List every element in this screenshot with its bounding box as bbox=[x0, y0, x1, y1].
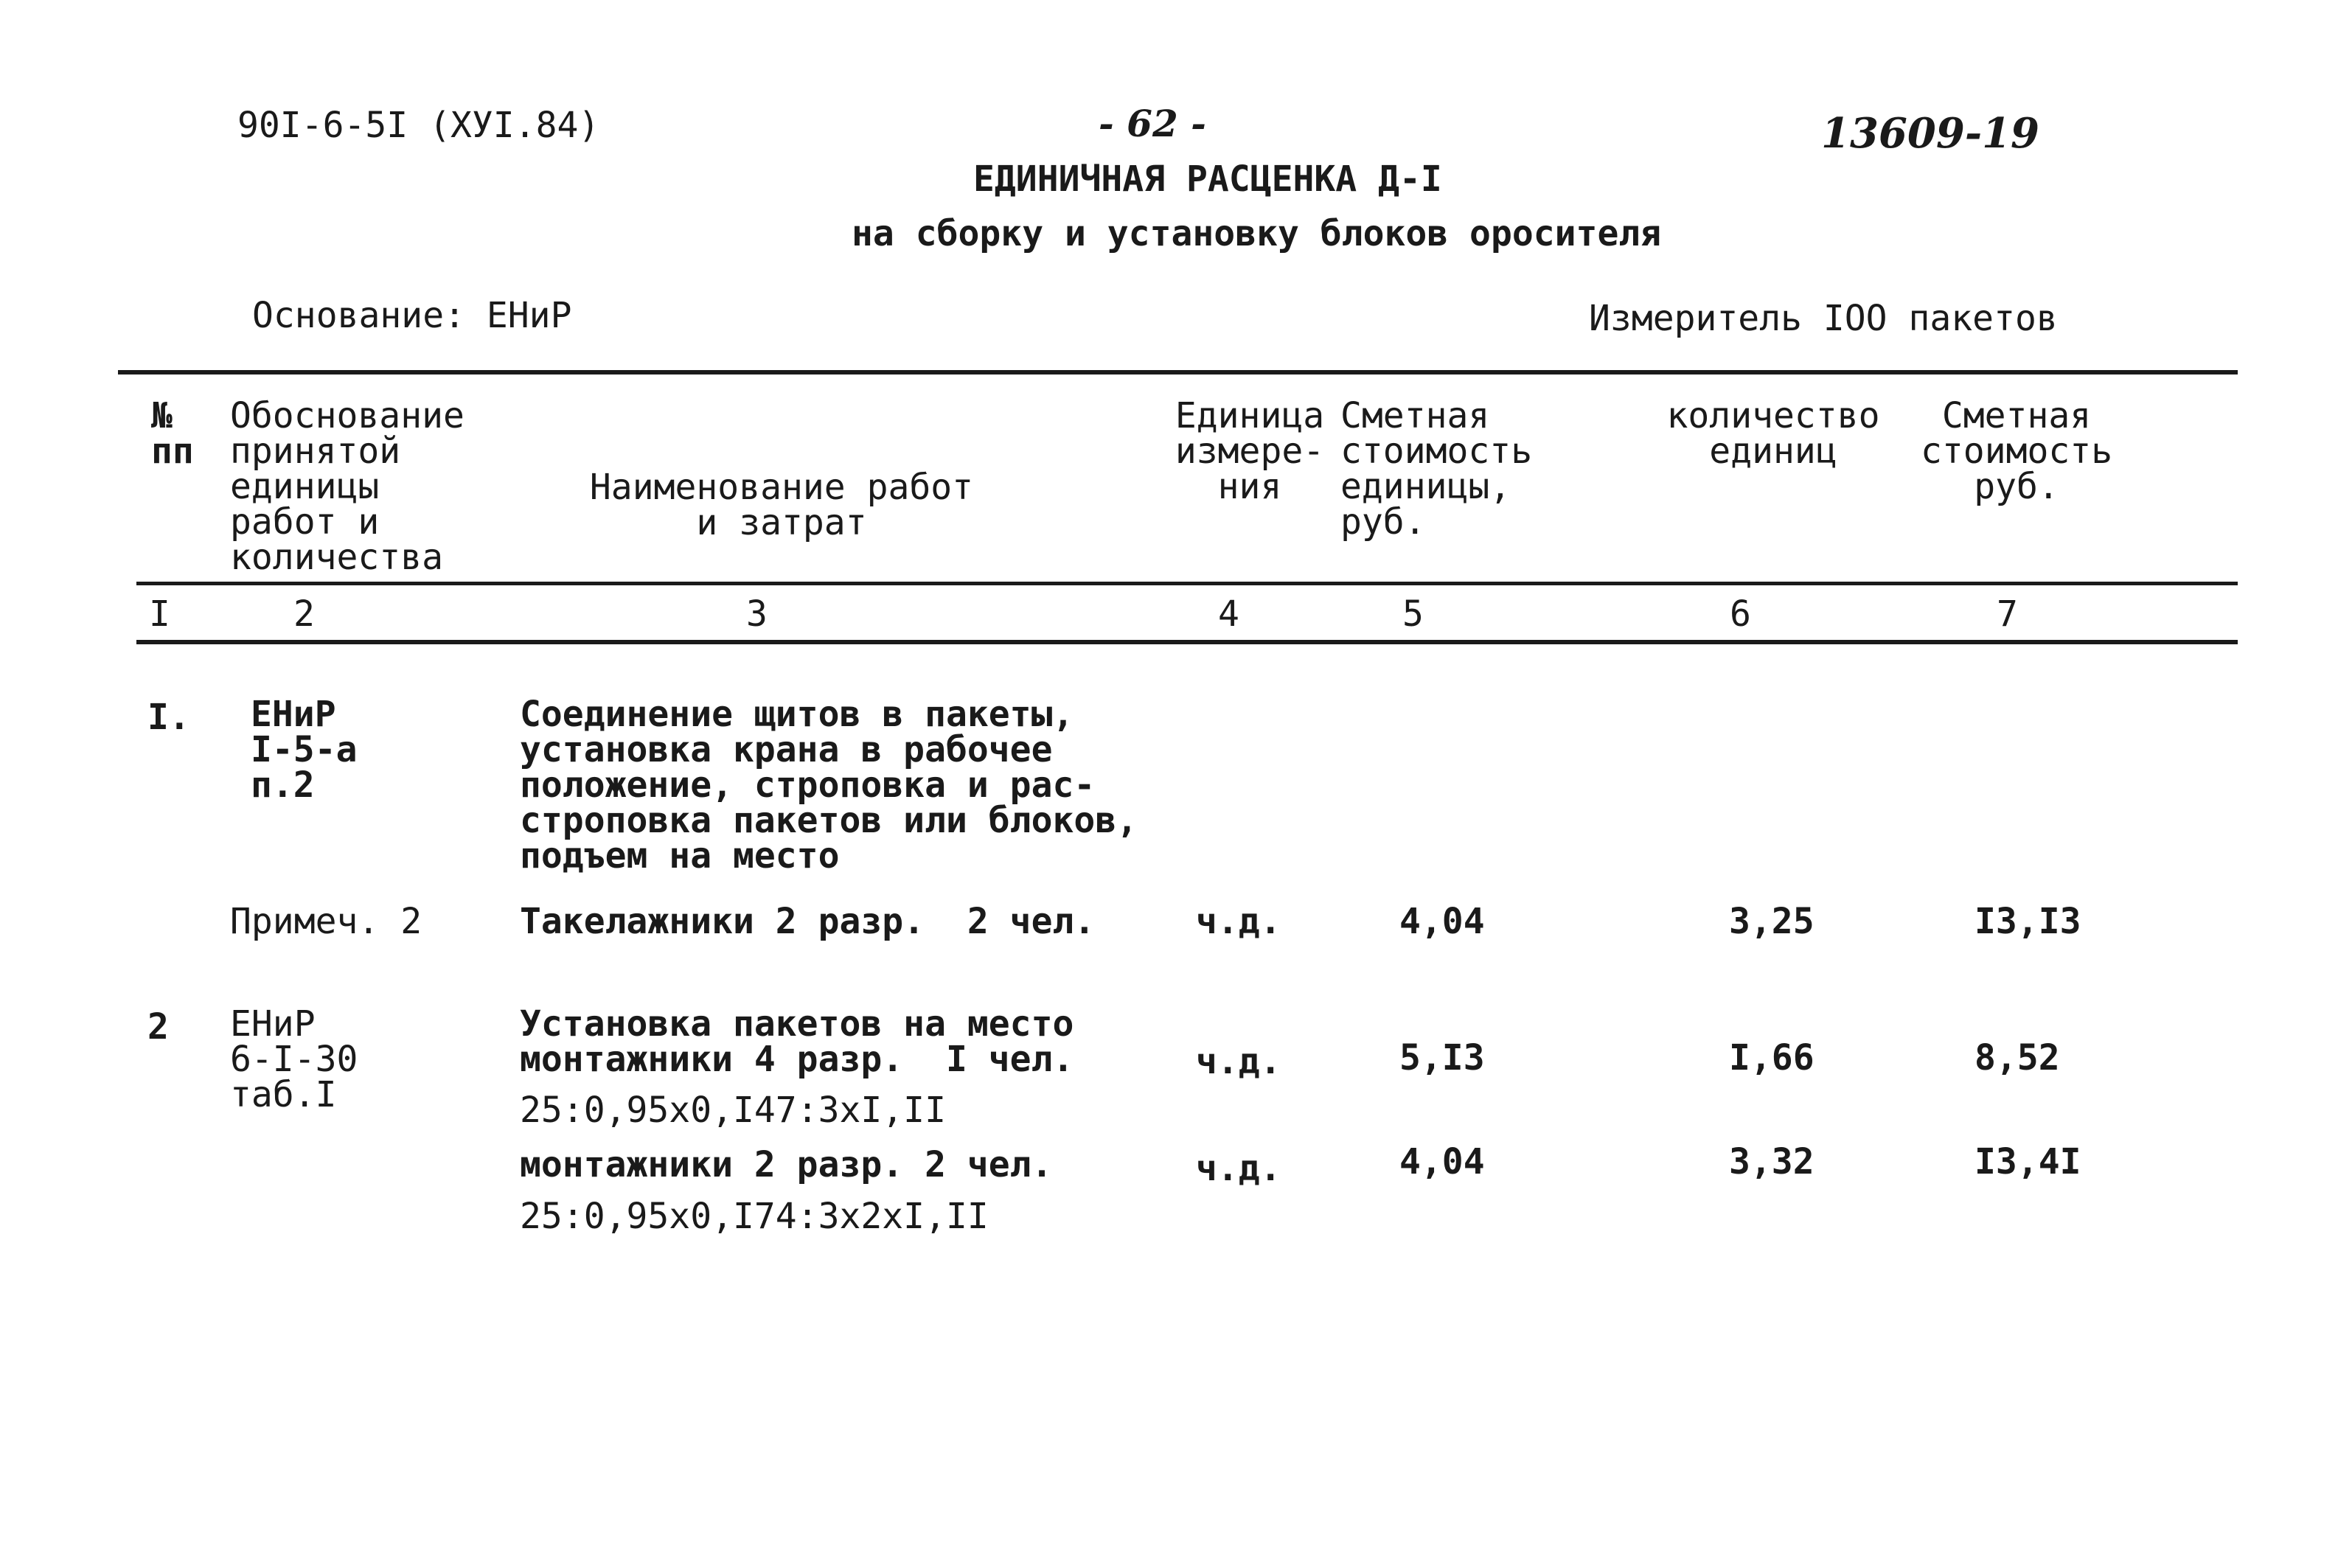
col-header-basis: Обоснование принятой единицы работ и количества bbox=[230, 395, 465, 578]
row-total: 8,52 bbox=[1975, 1037, 2060, 1079]
row-quantity: 3,32 bbox=[1729, 1141, 1815, 1182]
col-header-unit: Единица измере- ния bbox=[1175, 395, 1325, 507]
document-title: ЕДИНИЧНАЯ РАСЦЕНКА Д-I bbox=[973, 158, 1442, 200]
basis-label: Основание: ЕНиР bbox=[252, 295, 572, 336]
col-number-6: 6 bbox=[1730, 593, 1751, 635]
row-number: 2 bbox=[147, 1006, 169, 1048]
row-calculation: 25:0,95x0,I74:3x2xI,II bbox=[520, 1196, 989, 1237]
row-total: I3,4I bbox=[1975, 1141, 2081, 1182]
row-total: I3,I3 bbox=[1975, 901, 2081, 942]
row-work-name: Соединение щитов в пакеты, установка крана в рабочее положение, строповка и рас- строповка пакетов или блоков, подъем на место bbox=[520, 694, 1138, 877]
col-header-total: Сметная стоимость руб. bbox=[1921, 395, 2113, 507]
col-number-3: 3 bbox=[746, 593, 768, 635]
row-basis: ЕНиР 6-I-30 таб.I bbox=[230, 1003, 358, 1115]
row-unit: ч.д. bbox=[1196, 1148, 1281, 1189]
col-number-7: 7 bbox=[1997, 593, 2018, 635]
row-basis: Примеч. 2 bbox=[230, 901, 422, 942]
row-basis: ЕНиР I-5-а п.2 bbox=[251, 694, 358, 806]
row-unit-price: 4,04 bbox=[1399, 901, 1485, 942]
col-number-5: 5 bbox=[1402, 593, 1424, 635]
col-header-name: Наименование работ и затрат bbox=[589, 467, 974, 543]
row-calculation: 25:0,95x0,I47:3xI,II bbox=[520, 1090, 946, 1131]
table-top-rule bbox=[118, 370, 2238, 374]
measure-label: Измеритель IOO пакетов bbox=[1589, 298, 2058, 339]
table-header-rule bbox=[136, 582, 2238, 585]
row-unit: ч.д. bbox=[1196, 1041, 1281, 1082]
col-number-1: I bbox=[149, 593, 170, 635]
row-unit-price: 5,I3 bbox=[1399, 1037, 1485, 1079]
row-quantity: 3,25 bbox=[1729, 901, 1815, 942]
row-number: I. bbox=[147, 697, 190, 738]
sheet-code: 13609-19 bbox=[1821, 109, 2039, 158]
row-unit: ч.д. bbox=[1196, 901, 1281, 942]
col-number-4: 4 bbox=[1218, 593, 1239, 635]
row-quantity: I,66 bbox=[1729, 1037, 1815, 1079]
column-numbers-rule bbox=[136, 640, 2238, 644]
col-header-quantity: количество единиц bbox=[1666, 395, 1880, 472]
row-unit-price: 4,04 bbox=[1399, 1141, 1485, 1182]
document-subtitle: на сборку и установку блоков оросителя bbox=[852, 213, 1662, 254]
col-header-number: № пп bbox=[151, 395, 194, 472]
document-code: 90I-6-5I (XУI.84) bbox=[237, 105, 600, 146]
col-number-2: 2 bbox=[293, 593, 315, 635]
row-work-name: монтажники 2 разр. 2 чел. bbox=[520, 1144, 1053, 1185]
page-number: - 62 - bbox=[1099, 102, 1206, 145]
col-header-unit-price: Сметная стоимость единицы, руб. bbox=[1340, 395, 1533, 543]
row-work-name: Такелажники 2 разр. 2 чел. bbox=[520, 901, 1096, 942]
row-work-name: Установка пакетов на место монтажники 4 разр. I чел. bbox=[520, 1003, 1074, 1080]
